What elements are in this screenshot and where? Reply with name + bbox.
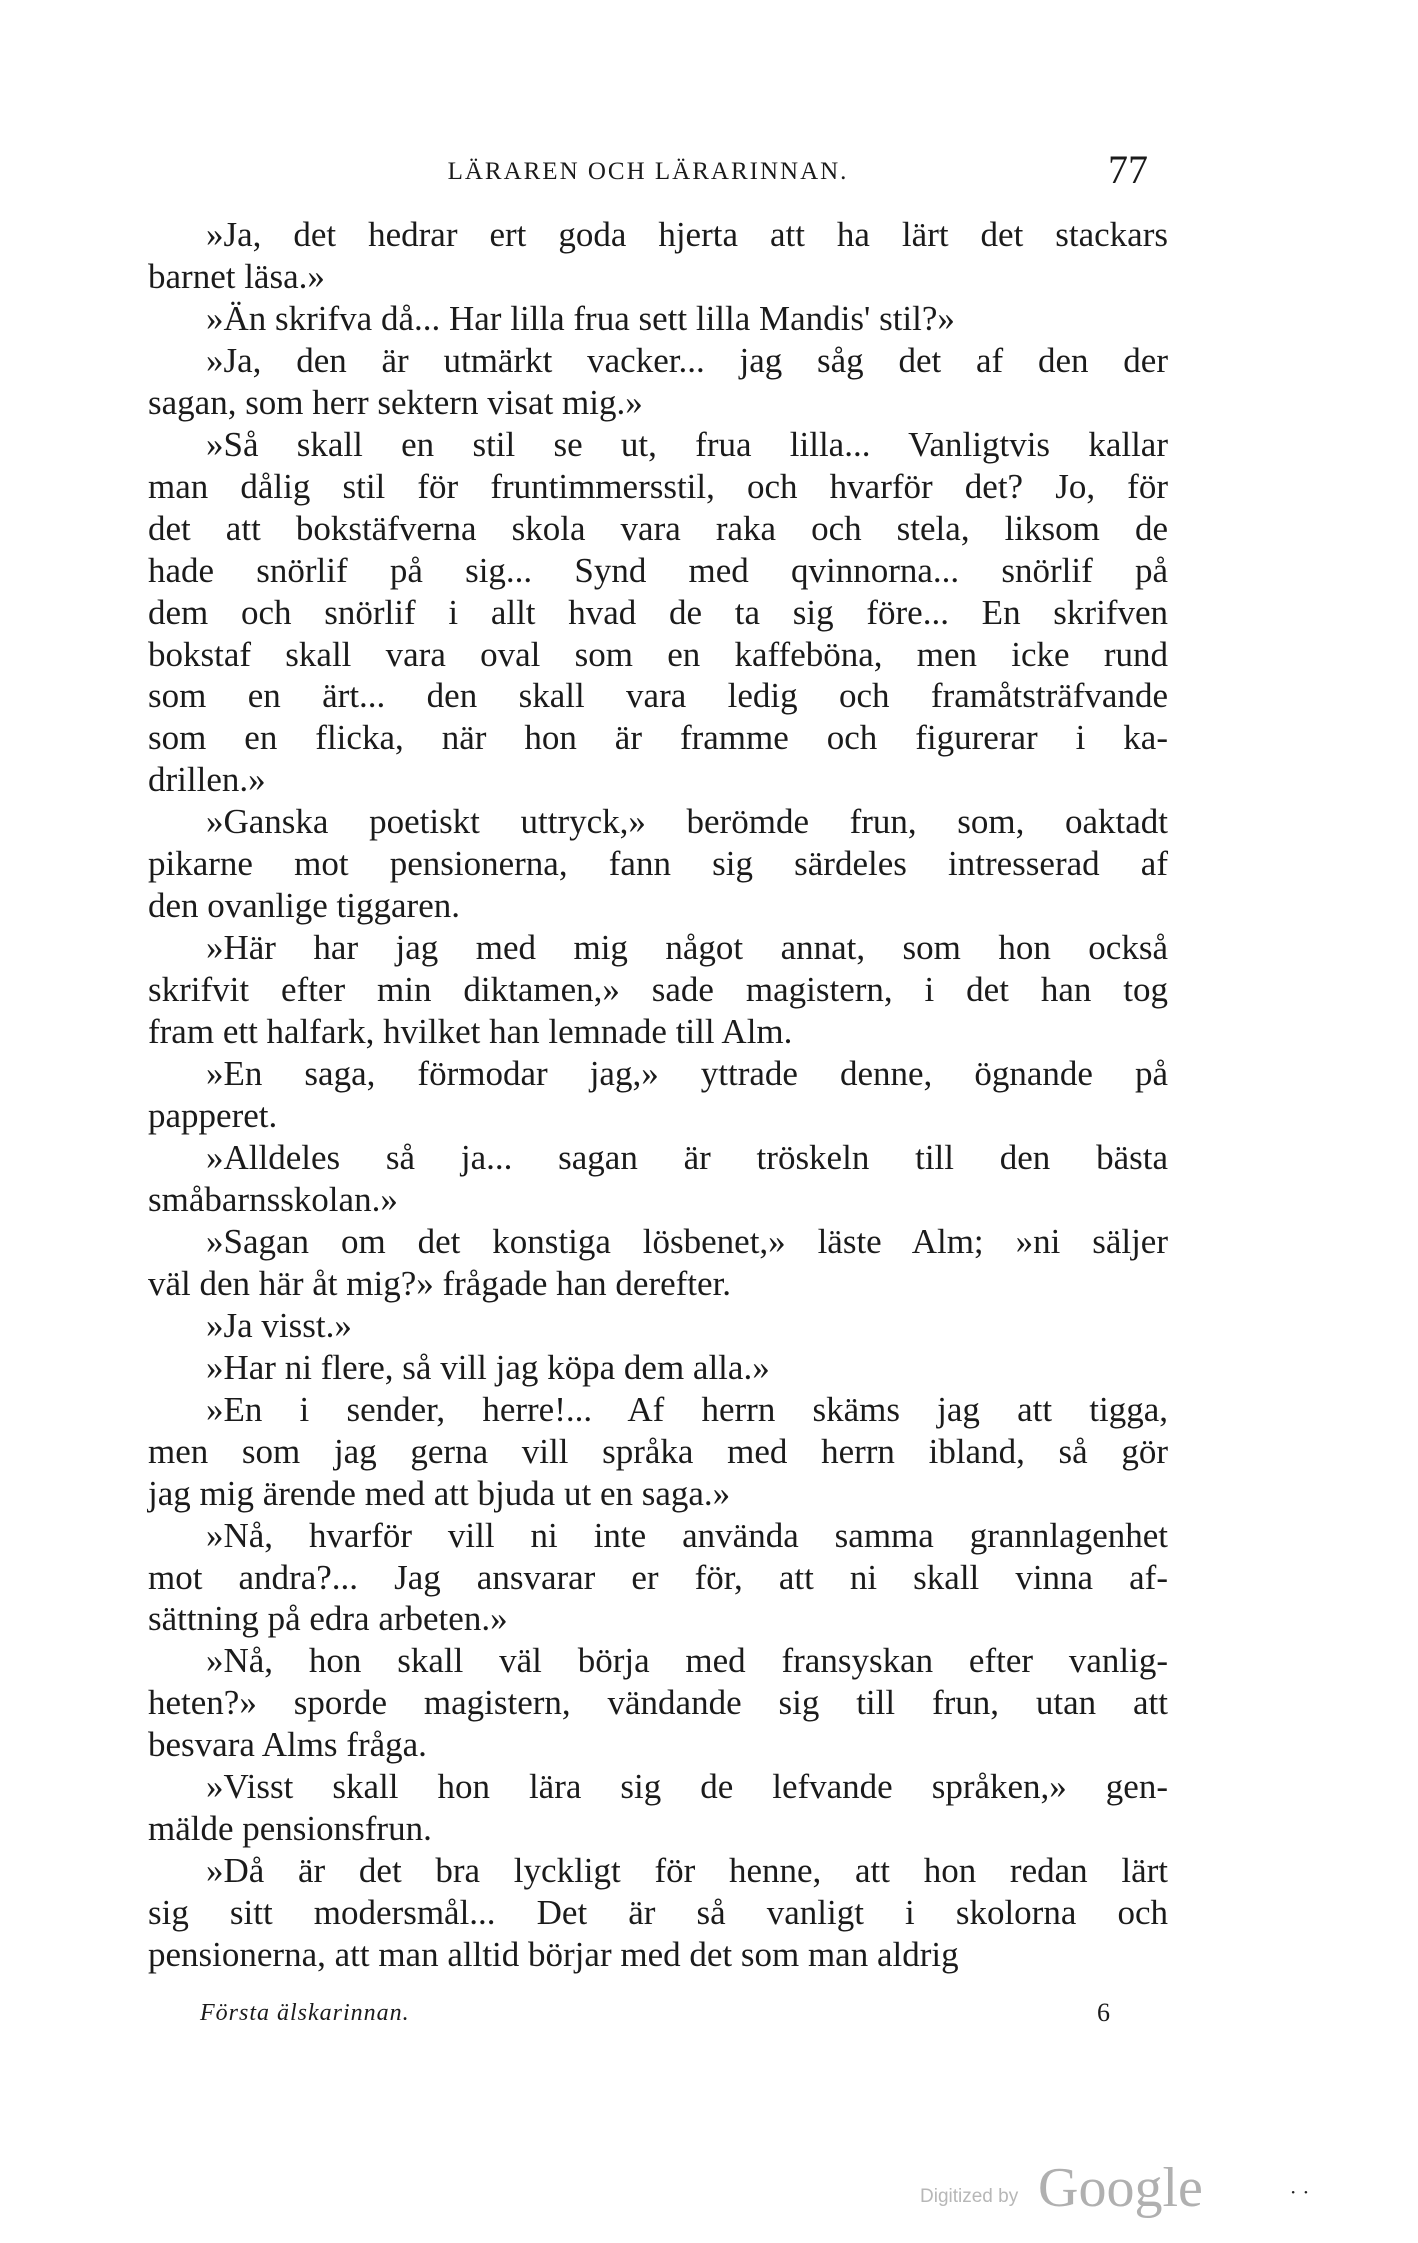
footer-signature: Första älskarinnan.	[200, 2000, 410, 2026]
text-line: »Ja visst.»	[206, 1305, 352, 1345]
text-line: väl den här åt mig?» frågade han derefter.	[148, 1263, 732, 1303]
text-line: småbarnsskolan.»	[148, 1179, 398, 1219]
text-line: »Nå, hvarför vill ni inte använda samma grannlagenhet	[206, 1515, 1168, 1555]
text-line: drillen.»	[148, 760, 266, 800]
text-line: »Nå, hon skall väl börja med fransyskan efter vanlig-	[206, 1641, 1168, 1681]
text-line: bokstaf skall vara oval som en kaffeböna, men icke rund	[148, 634, 1168, 674]
text-line: barnet läsa.»	[148, 256, 325, 296]
paragraph	[148, 1850, 1168, 1976]
text-line: sättning på edra arbeten.»	[148, 1599, 508, 1639]
running-title: LÄRAREN OCH LÄRARINNAN.	[447, 158, 849, 185]
text-line: »Ganska poetiskt uttryck,» berömde frun, som, oaktadt	[206, 802, 1168, 842]
text-line: jag mig ärende med att bjuda ut en saga.»	[148, 1473, 731, 1513]
paragraph	[148, 1640, 1168, 1766]
paragraph	[148, 1347, 1168, 1389]
text-line: »Så skall en stil se ut, frua lilla... Vanligtvis kallar	[206, 424, 1168, 464]
paragraph	[148, 1137, 1168, 1221]
text-line: mot andra?... Jag ansvarar er för, att ni skall vinna af-	[148, 1557, 1168, 1597]
text-line: »Än skrifva då... Har lilla frua sett lilla Mandis' stil?»	[206, 298, 955, 338]
scan-speck: · ·	[1290, 2180, 1310, 2204]
text-line: besvara Alms fråga.	[148, 1725, 427, 1765]
paragraph	[148, 1389, 1168, 1515]
text-line: sig sitt modersmål... Det är så vanligt i skolorna och	[148, 1893, 1168, 1933]
watermark	[920, 2156, 1210, 2226]
paragraph	[148, 298, 1168, 340]
text-line: skrifvit efter min diktamen,» sade magistern, i det han tog	[148, 970, 1168, 1010]
watermark-google-logo: Google	[1038, 2157, 1203, 2219]
paragraph	[148, 1305, 1168, 1347]
paragraph	[148, 1515, 1168, 1641]
text-line: sagan, som herr sektern visat mig.»	[148, 382, 643, 422]
text-line: den ovanlige tiggaren.	[148, 886, 460, 926]
text-line: hade snörlif på sig... Synd med qvinnorna... snörlif på	[148, 550, 1168, 590]
paragraph	[148, 927, 1168, 1053]
footer-signature-mark: 6	[1097, 1998, 1110, 2027]
text-line: men som jag gerna vill språka med herrn ibland, så gör	[148, 1431, 1168, 1471]
text-line: som en flicka, när hon är framme och figurerar i ka-	[148, 718, 1168, 758]
text-line: pikarne mot pensionerna, fann sig särdeles intresserad af	[148, 844, 1168, 884]
text-line: »En saga, förmodar jag,» yttrade denne, ögnande på	[206, 1054, 1168, 1094]
text-line: »Sagan om det konstiga lösbenet,» läste Alm; »ni säljer	[206, 1221, 1168, 1261]
text-line: »En i sender, herre!... Af herrn skäms jag att tigga,	[206, 1389, 1168, 1429]
text-line: »Ja, det hedrar ert goda hjerta att ha lärt det stackars	[206, 215, 1168, 254]
text-line: det att bokstäfverna skola vara raka och stela, liksom de	[148, 508, 1168, 548]
text-line: heten?» sporde magistern, vändande sig till frun, utan att	[148, 1683, 1168, 1723]
text-line: dem och snörlif i allt hvad de ta sig före... En skrifven	[148, 592, 1168, 632]
text-line: fram ett halfark, hvilket han lemnade till Alm.	[148, 1012, 793, 1052]
text-line: mälde pensionsfrun.	[148, 1809, 432, 1849]
text-line: »Visst skall hon lära sig de lefvande språken,» gen-	[206, 1767, 1168, 1807]
paragraph	[148, 1766, 1168, 1850]
text-line: »Alldeles så ja... sagan är tröskeln till den bästa	[206, 1137, 1168, 1177]
paragraph	[148, 801, 1168, 927]
text-line: »Ja, den är utmärkt vacker... jag såg det af den der	[206, 340, 1168, 380]
text-line: »Då är det bra lyckligt för henne, att hon redan lärt	[206, 1851, 1168, 1891]
page-number: 77	[1108, 147, 1148, 192]
body-text	[148, 214, 1168, 1976]
paragraph	[148, 424, 1168, 802]
paragraph	[148, 214, 1168, 298]
text-line: man dålig stil för fruntimmersstil, och hvarför det? Jo, för	[148, 466, 1168, 506]
paragraph	[148, 1221, 1168, 1305]
text-line: pensionerna, att man alltid börjar med det som man aldrig	[148, 1935, 959, 1975]
text-line: »Här har jag med mig något annat, som hon också	[206, 928, 1168, 968]
running-head	[148, 147, 1148, 212]
text-line: som en ärt... den skall vara ledig och framåtsträfvande	[148, 676, 1168, 716]
text-line: »Har ni flere, så vill jag köpa dem alla.»	[206, 1347, 770, 1387]
paragraph	[148, 340, 1168, 424]
paragraph	[148, 1053, 1168, 1137]
watermark-digitized-by: Digitized by	[920, 2186, 1019, 2207]
text-line: papperet.	[148, 1096, 278, 1136]
